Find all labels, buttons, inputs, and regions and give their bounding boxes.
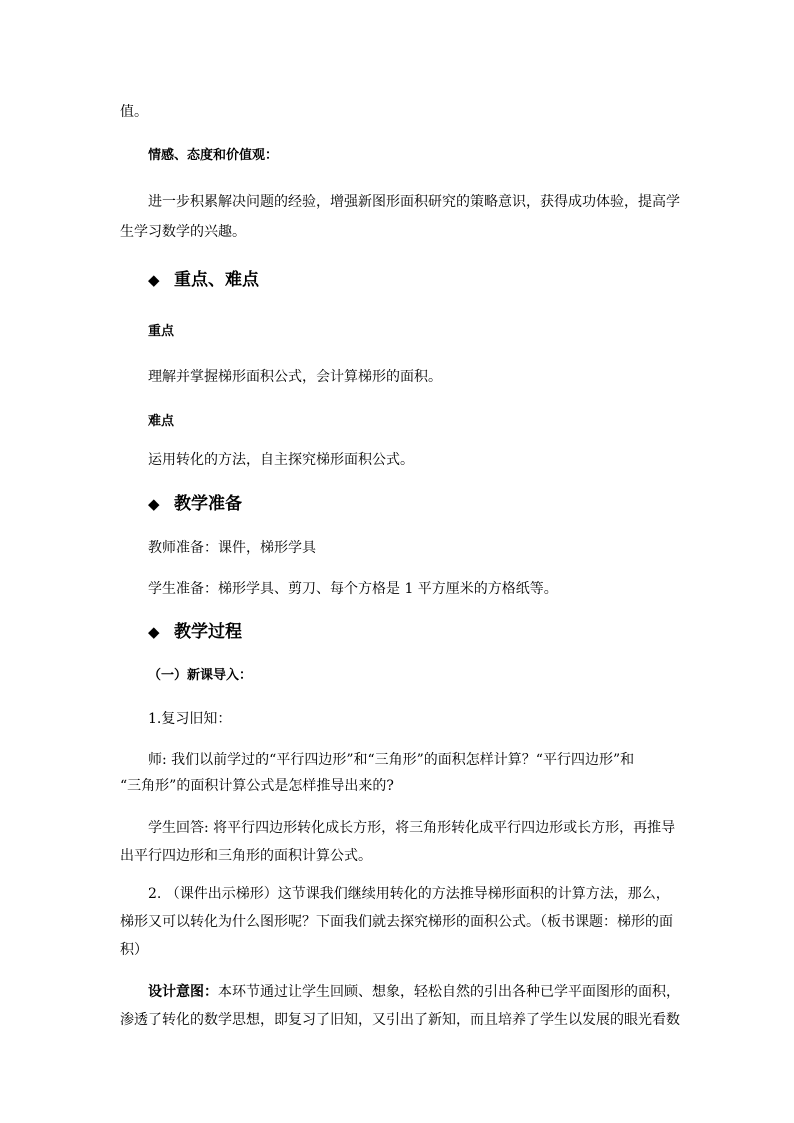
section-heading-process xyxy=(148,620,242,644)
diamond-bullet-icon: ◆ xyxy=(148,271,160,289)
design-intent-line-2: 渗透了转化的数学思想，即复习了旧知，又引出了新知，而且培养了学生以发展的眼光看数 xyxy=(120,1012,680,1028)
student-prep: 学生准备：梯形学具、剪刀、每个方格是 1 平方厘米的方格纸等。 xyxy=(148,581,558,597)
design-intent-text-1: 本环节通过让学生回顾、想象，轻松自然的引出各种已学平面图形的面积， xyxy=(218,984,680,1000)
student-answer-line-1: 学生回答: 将平行四边形转化成长方形，将三角形转化成平行四边形或长方形，再推导 xyxy=(148,820,676,836)
teacher-prep: 教师准备：课件，梯形学具 xyxy=(148,540,316,556)
emotion-text-line-2: 生学习数学的兴趣。 xyxy=(120,224,246,240)
section-title-prep: 教学准备 xyxy=(174,494,242,514)
emotion-text-line-1: 进一步积累解决问题的经验，增强新图形面积研究的策略意识，获得成功体验，提高学 xyxy=(148,194,680,210)
key-label: 重点 xyxy=(148,324,175,339)
difficult-label: 难点 xyxy=(148,414,175,429)
design-intent-label: 设计意图： xyxy=(148,984,218,1000)
section-title-process: 教学过程 xyxy=(174,622,242,642)
review-title: 1.复习旧知： xyxy=(148,711,232,727)
section-title-key-points: 重点、难点 xyxy=(174,270,259,290)
diamond-bullet-icon: ◆ xyxy=(148,495,160,513)
student-answer-line-2: 出平行四边形和三角形的面积计算公式。 xyxy=(120,848,372,864)
teacher-question-line-1: 师: 我们以前学过的“平行四边形”和“三角形”的面积怎样计算？“平行四边形”和 xyxy=(148,752,635,768)
key-text: 理解并掌握梯形面积公式，会计算梯形的面积。 xyxy=(148,369,442,385)
difficult-text: 运用转化的方法，自主探究梯形面积公式。 xyxy=(148,452,414,468)
subsection-intro: （一）新课导入： xyxy=(148,668,253,683)
section-heading-key-points xyxy=(148,268,259,292)
diamond-bullet-icon: ◆ xyxy=(148,623,160,641)
section-heading-prep xyxy=(148,492,242,516)
teacher-question-line-2: “三角形”的面积计算公式是怎样推导出来的? xyxy=(120,778,394,794)
design-intent-line-1 xyxy=(148,982,680,1002)
item2-line-2: 梯形又可以转化为什么图形呢？下面我们就去探究梯形的面积公式。（板书课题：梯形的面 xyxy=(120,914,673,930)
paragraph-value-tail: 值。 xyxy=(120,104,148,120)
emotion-heading: 情感、态度和价值观： xyxy=(148,148,279,163)
item2-line-1: 2. （课件出示梯形）这节课我们继续用转化的方法推导梯形面积的计算方法，那么， xyxy=(148,886,670,902)
item2-line-3: 积） xyxy=(120,942,148,958)
